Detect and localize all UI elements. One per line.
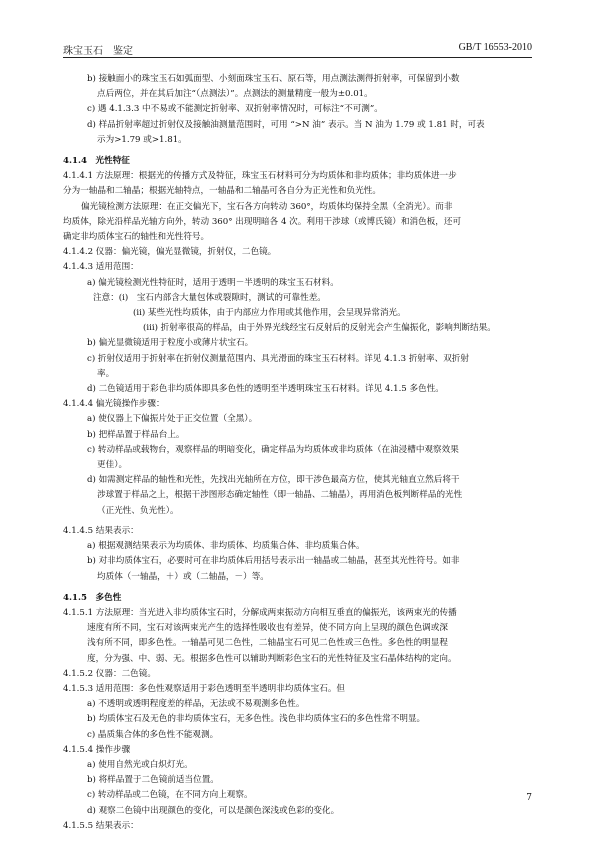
text-line: d) 二色镜适用于彩色非均质体即具多色性的透明至半透明珠宝玉石材料。详见 4.1.5 多色性。 — [87, 384, 444, 395]
text-line: 涉球置于样品之上，根据干涉图形态确定轴性（即一轴晶、二轴晶），再用消色板判断样品的光性 — [97, 490, 463, 501]
text-line: （正光性、负光性）。 — [97, 505, 179, 516]
text-line: 确定非均质体宝石的轴性和光性符号。 — [63, 232, 210, 243]
text-line: 速度有所不同，宝石对该两束光产生的选择性吸收也有差异，使不同方向上呈现的颜色色调或深 — [87, 623, 448, 634]
text-line: c) 遇 4.1.3.3 中不易或不能测定折射率、双折射率情况时，可标注“不可测”。 — [87, 104, 383, 115]
text-line: b) 均质体宝石及无色的非均质体宝石，无多色性。浅色非均质体宝石的多色性常不明显。 — [87, 714, 426, 725]
text-line: 4.1.5.5 结果表示： — [63, 820, 139, 831]
section-heading: 4.1.5 多色性 — [63, 592, 122, 603]
text-line: 分为一轴晶和二轴晶；根据光轴特点，一轴晶和二轴晶可各自分为正光性和负光性。 — [63, 186, 381, 197]
section-heading: 4.1.4 光性特征 — [63, 156, 130, 167]
text-line: a) 不透明或透明程度差的样品，无法或不易观测多色性。 — [87, 699, 305, 710]
text-line: 示为>1.79 或>1.81。 — [97, 134, 187, 145]
text-line: c) 转动样品或载物台，观察样品的明暗变化，确定样品为均质体或非均质体（在油浸槽中观察效果 — [87, 444, 459, 455]
header-standard-number: GB/T 16553-2010 — [458, 42, 532, 53]
text-line: 注意：(i) 宝石内部含大量包体或裂隙时，测试的可靠性差。 — [93, 292, 326, 303]
text-line: d) 观察二色镜中出现颜色的变化，可以是颜色深浅或色彩的变化。 — [87, 805, 340, 816]
text-line: 更佳）。 — [97, 460, 128, 471]
text-line: a) 使用自然光或白炽灯光。 — [87, 759, 193, 770]
page-number: 7 — [526, 793, 532, 803]
text-line: 4.1.4.4 偏光镜操作步骤： — [63, 399, 165, 410]
text-line: c) 晶质集合体的多色性不能观测。 — [87, 729, 219, 740]
text-line: b) 接触面小的珠宝玉石如弧面型、小刻面珠宝玉石、原石等，用点测法测得折射率，可保留到小数 — [87, 74, 460, 84]
text-line: b) 把样品置于样品台上。 — [87, 429, 185, 440]
text-line: 4.1.5.4 操作步骤 — [63, 744, 131, 755]
text-line: c) 转动样品或二色镜，在不同方向上观察。 — [87, 790, 253, 801]
text-line: a) 偏光镜检测光性特征时，适用于透明－半透明的珠宝玉石材料。 — [87, 277, 339, 288]
text-line: 4.1.4.1 方法原理：根据光的传播方式及特征，珠宝玉石材料可分为均质体和非均质体；非均质体进一步 — [63, 171, 457, 182]
text-line: 4.1.4.3 适用范围： — [63, 262, 139, 273]
text-line: 4.1.4.5 结果表示： — [63, 525, 139, 536]
text-line: 率。 — [97, 368, 115, 379]
text-line: 浅有所不同，即多色性。一轴晶可见二色性，二轴晶宝石可见二色性或三色性。多色性的明显程 — [87, 638, 448, 649]
text-line: 点后两位，并在其后加注“（点测法）”。点测法的测量精度一般为±0.01。 — [97, 89, 373, 100]
text-line: (ii) 某些光性均质体，由于内部应力作用或其他作用，会呈现异常消光。 — [133, 308, 406, 319]
text-line: 均质体，除光沿样品光轴方向外，转动 360° 出现明暗各 4 次。利用干涉球（或博氏镜）和消色板，还可 — [63, 216, 462, 227]
text-line: 偏光镜检测方法原理：在正交偏光下，宝石各方向转动 360°，均质体均保持全黑（全消光）。而非 — [81, 201, 453, 212]
text-line: d) 如需测定样品的轴性和光性，先找出光轴所在方位，即干涉色最高方位，使其光轴直立然后将干 — [87, 475, 460, 486]
text-line: a) 使仪器上下偏振片处于正交位置（全黑）。 — [87, 414, 258, 425]
text-line: c) 折射仪适用于折射率在折射仪测量范围内、具光滑面的珠宝玉石材料。详见 4.1.3 折射率、双折射 — [87, 353, 469, 364]
text-line: d) 样品折射率超过折射仪及接触油测量范围时，可用 “>N 油” 表示。当 N 油为 1.79 或 1.81 时，可表 — [87, 119, 485, 130]
document-body — [63, 72, 532, 834]
text-line: a) 根据观测结果表示为均质体、非均质体、均质集合体、非均质集合体。 — [87, 541, 365, 552]
header-title: 珠宝玉石 鉴定 — [63, 46, 133, 57]
header-rule — [63, 57, 532, 58]
text-line: 4.1.5.2 仪器：二色镜。 — [63, 668, 156, 679]
text-line: 4.1.5.1 方法原理：当光进入非均质体宝石时，分解成两束振动方向相互垂直的偏振光，该两束光的传播 — [63, 607, 457, 618]
text-line: 4.1.5.3 适用范围：多色性观察适用于彩色透明至半透明非均质体宝石。但 — [63, 683, 346, 694]
text-line: 4.1.4.2 仪器：偏光镜，偏光显微镜，折射仪，二色镜。 — [63, 247, 277, 258]
text-line: b) 偏光显微镜适用于粒度小或薄片状宝石。 — [87, 338, 254, 349]
text-line: b) 对非均质体宝石，必要时可在非均质体后用括号表示出一轴晶或二轴晶，甚至其光性符号。如非 — [87, 556, 460, 567]
text-line: (iii) 折射率很高的样品，由于外界光线经宝石反射后的反射光会产生偏振化，影响判断结果。 — [143, 323, 496, 334]
text-line: b) 将样品置于二色镜前适当位置。 — [87, 775, 219, 786]
text-line: 度，分为强、中、弱、无。根据多色性可以辅助判断彩色宝石的光性特征及宝石晶体结构的定向。 — [87, 653, 457, 664]
text-line: 均质体（一轴晶，＋）或（二轴晶，－）等。 — [97, 571, 269, 582]
